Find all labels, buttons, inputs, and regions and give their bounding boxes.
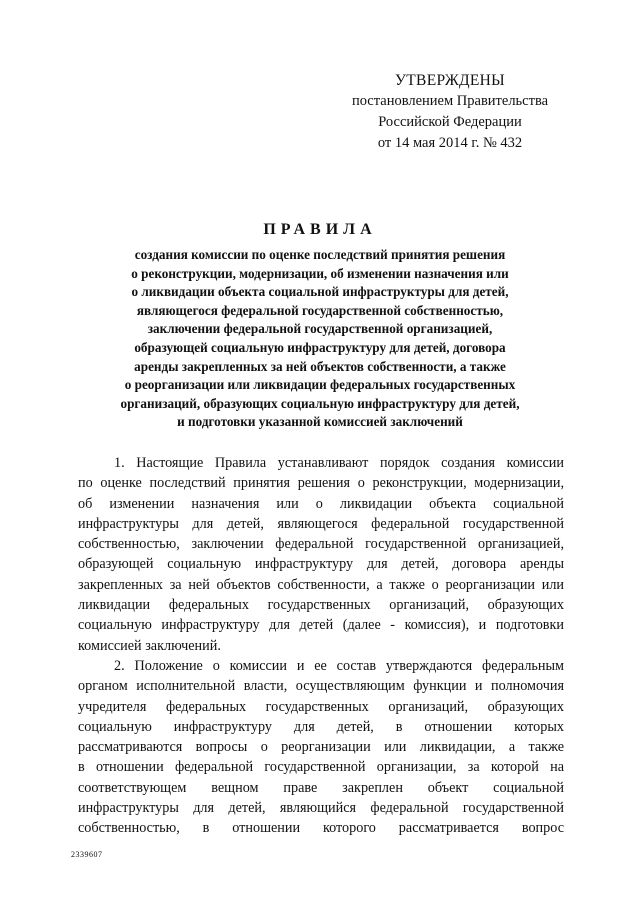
body-line: закрепленных за ней объектов собственности, а также о реорганизации или (78, 576, 564, 593)
body-line: собственностью, заключении федеральной государственной организацией, (78, 536, 564, 553)
document-subtitle (70, 246, 570, 432)
approval-date-line: от 14 мая 2014 г. № 432 (377, 135, 523, 151)
body-line: 2. Положение о комиссии и ее состав утверждаются федеральным (114, 657, 564, 674)
body-line: комиссией заключений. (78, 637, 221, 654)
body-line: в отношении федеральной государственной организации, за которой на (78, 759, 564, 776)
subtitle-line: образующей социальную инфраструктуру для детей, договора (134, 339, 506, 355)
body-line: образующей социальную инфраструктуру для детей, договора аренды (78, 556, 564, 573)
approval-line: постановлением Правительства (351, 93, 549, 109)
subtitle-line: аренды закрепленных за ней объектов собственности, а также (134, 358, 506, 374)
document-title: ПРАВИЛА (263, 221, 377, 238)
subtitle-line: и подготовки указанной комиссией заключений (177, 414, 463, 430)
body-line: учредителя федеральных государственных организаций, образующих (78, 698, 564, 715)
body-line: инфраструктуры для детей, являющийся федеральной государственной (78, 800, 564, 817)
subtitle-line: о реконструкции, модернизации, об изменении назначения или (131, 265, 509, 281)
subtitle-line: о реорганизации или ликвидации федеральных государственных (124, 377, 516, 393)
body-line: по оценке последствий принятия решения о реконструкции, модернизации, (78, 475, 564, 492)
subtitle-line: организаций, образующих социальную инфраструктуру для детей, (120, 395, 520, 411)
body-line: социальную инфраструктуру для детей, в отношении которых (78, 718, 564, 735)
subtitle-line: о ликвидации объекта социальной инфраструктуры для детей, (131, 284, 509, 300)
body-line: рассматриваются вопросы о реорганизации или ликвидации, а также (78, 739, 564, 756)
body-line: об изменении назначения или о ликвидации объекта социальной (78, 495, 564, 512)
body-line: собственностью, в отношении которого рассматривается вопрос (78, 820, 564, 837)
body-line: 1. Настоящие Правила устанавливают порядок создания комиссии (114, 455, 564, 471)
subtitle-line: заключении федеральной государственной организацией, (147, 321, 493, 337)
subtitle-line: создания комиссии по оценке последствий принятия решения (134, 247, 506, 262)
approval-line: Российской Федерации (378, 114, 522, 130)
body-line: соответствующем вещном праве закреплен объект социальной (78, 779, 564, 796)
approval-heading: УТВЕРЖДЕНЫ (395, 72, 505, 89)
document-body (78, 453, 564, 839)
document-id: 2339607 (71, 850, 103, 859)
subtitle-line: являющегося федеральной государственной собственностью, (136, 302, 504, 318)
body-line: ликвидации федеральных государственных организаций, образующих (78, 597, 564, 614)
approval-block (330, 70, 570, 154)
body-line: социальную инфраструктуру для детей (далее - комиссия), и подготовки (78, 617, 564, 634)
body-line: органом исполнительной власти, осуществляющим функции и полномочия (78, 678, 564, 695)
body-line: инфраструктуры для детей, являющегося федеральной государственной (78, 515, 564, 532)
